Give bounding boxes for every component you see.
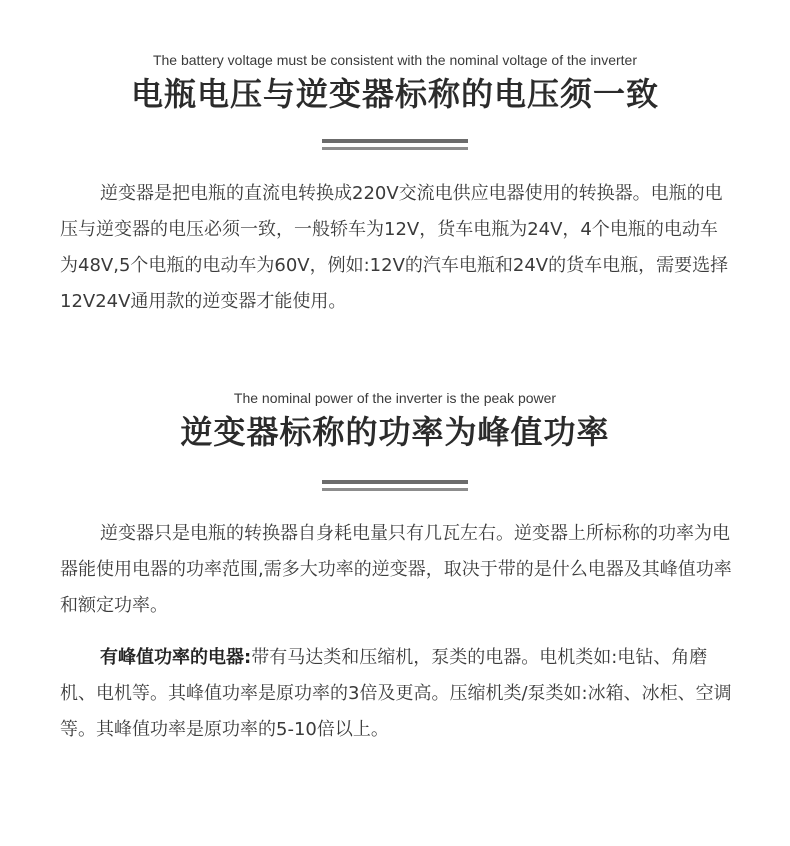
divider-line-bottom <box>322 147 468 150</box>
peak-power-paragraph: 逆变器只是电瓶的转换器自身耗电量只有几瓦左右。逆变器上所标称的功率为电器能使用电器的功率范围,需多大功率的逆变器，取决于带的是什么电器及其峰值功率和额定功率。 <box>60 523 732 616</box>
section-title: 电瓶电压与逆变器标称的电压须一致 <box>130 75 659 113</box>
paragraph-body: 带有马达类和压缩机，泵类的电器。电机类如:电钻、角磨机、电机等。其峰值功率是原功率的3倍及更高。压缩机类/泵类如:冰箱、冰柜、空调等。其峰值功率是原功率的5-10倍以上。 <box>60 647 732 740</box>
divider-line-top <box>322 139 468 143</box>
peak-power-appliances-paragraph <box>60 640 732 748</box>
battery-voltage-paragraph: 逆变器是把电瓶的直流电转换成220V交流电供应电器使用的转换器。电瓶的电压与逆变器的电压必须一致，一般轿车为12V，货车电瓶为24V，4个电瓶的电动车为48V,5个电瓶的电动车为60V，例如:12V的汽车电瓶和24V的货车电瓶，需要选择12V24V通用款的逆变器才能使用。 <box>60 183 729 312</box>
section-battery-voltage <box>0 50 790 151</box>
section-subtitle-en: The nominal power of the inverter is the peak power <box>233 390 557 406</box>
divider-line-bottom <box>322 488 468 491</box>
section-subtitle-en: The battery voltage must be consistent with the nominal voltage of the inverter <box>152 52 638 68</box>
section-title: 逆变器标称的功率为峰值功率 <box>180 413 610 451</box>
title-divider <box>322 480 468 492</box>
divider-line-top <box>322 480 468 484</box>
paragraph-bold-lead: 有峰值功率的电器: <box>100 647 252 668</box>
title-divider <box>322 139 468 151</box>
section-peak-power <box>0 388 790 492</box>
